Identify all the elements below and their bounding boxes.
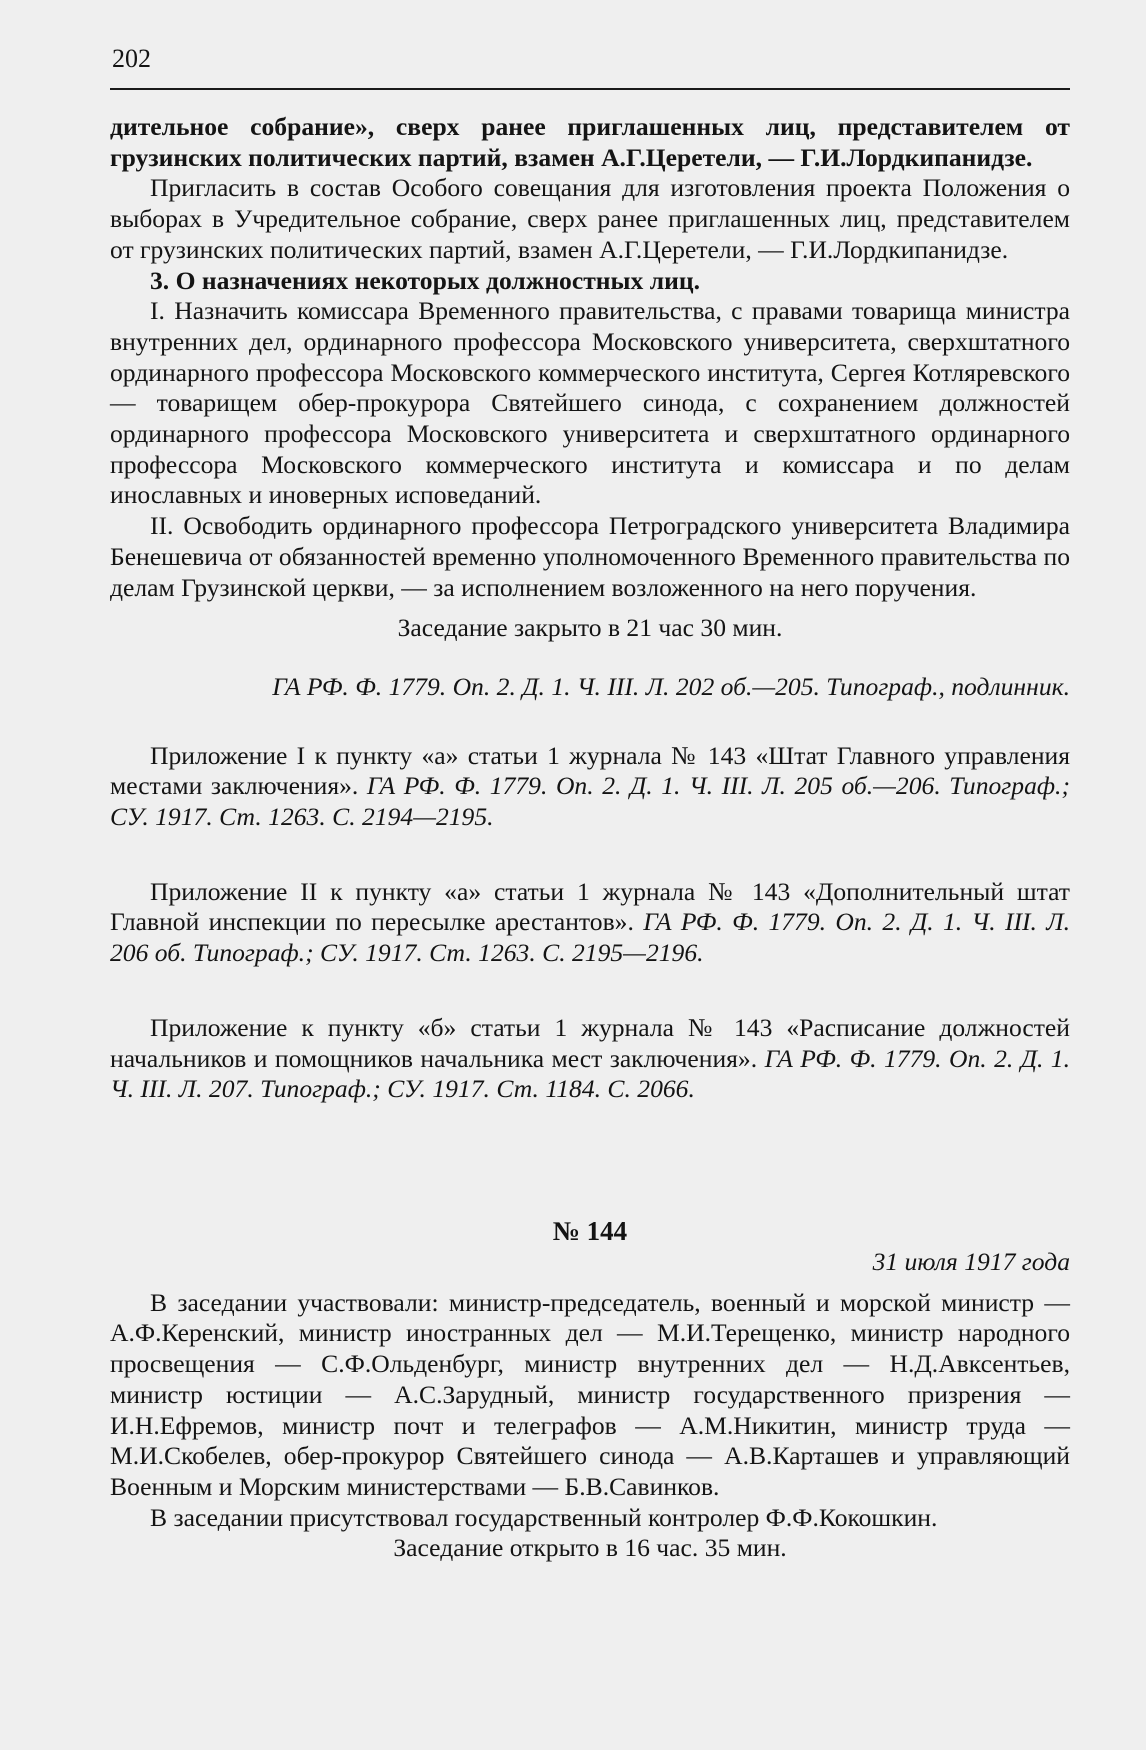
section-heading: 3. О назначениях некоторых должностных лиц.	[150, 265, 700, 295]
appendix-2	[110, 877, 1070, 969]
paragraph-release: II. Освободить ординарного профессора Петроградского университета Владимира Бенешевича от обязанностей временно уполномоченного Временного правительства по делам Грузинской церкви, — за исполнением возложенного на него поручения.	[110, 511, 1070, 602]
participants-paragraph: В заседании участвовали: министр-председатель, военный и морской министр — А.Ф.Керенский, министр иностранных дел — М.И.Терещенко, министр народного просвещения — С.Ф.Ольденбург, министр внутренних дел — Н.Д.Авксентьев, министр юстиции — А.С.Зарудный, министр государственного призрения — И.Н.Ефремов, министр почт и телеграфов — А.М.Никитин, министр труда — М.И.Скобелев, обер-прокурор Святейшего синода — А.В.Карташев и управляющий Военным и Морским министерствами — Б.В.Савинков.	[110, 1287, 1070, 1501]
session-closed: Заседание закрыто в 21 час 30 мин.	[397, 613, 783, 643]
appendix-1	[110, 741, 1070, 833]
document-number: № 144	[552, 1215, 628, 1246]
document-date: 31 июля 1917 года	[872, 1246, 1070, 1276]
appendix-3-text: Приложение к пункту «б» статьи 1 журнала № 143 «Расписание должностей начальников и помощников начальника мест заключения».	[110, 1012, 1070, 1073]
appendix-3-reference: ГА РФ. Ф. 1779. Оп. 2. Д. 1. Ч. III. Л. 207. Типограф.; СУ. 1917. Ст. 1184. С. 2066.	[110, 1043, 1070, 1104]
header-rule	[110, 88, 1070, 90]
appendix-1-text: Приложение I к пункту «а» статьи 1 журнала № 143 «Штат Главного управления местами заключения».	[110, 740, 1070, 801]
appendix-2-reference: ГА РФ. Ф. 1779. Оп. 2. Д. 1. Ч. III. Л. 206 об. Типограф.; СУ. 1917. Ст. 1263. С. 2195—2196.	[110, 907, 1070, 968]
session-opened: Заседание открыто в 16 час. 35 мин.	[393, 1533, 787, 1563]
appendix-2-text: Приложение II к пункту «а» статьи 1 журнала № 143 «Дополнительный штат Главной инспекции по пересылке арестантов».	[110, 876, 1070, 937]
paragraph-appointment: I. Назначить комиссара Временного правительства, с правами товарища министра внутренних дел, ординарного профессора Московского университета, сверхштатного ординарного профессора Московского коммерческого института, Сергея Котляревского — товарищем обер-прокурора Святейшего синода, с сохранением должностей ординарного профессора Московского университета и сверхштатного ординарного профессора Московского коммерческого института и комиссара и по делам инославных и иноверных исповеданий.	[110, 296, 1070, 510]
appendix-1-reference: ГА РФ. Ф. 1779. Оп. 2. Д. 1. Ч. III. Л. 205 об.—206. Типограф.; СУ. 1917. Ст. 1263. С. 2194—2195.	[110, 771, 1070, 832]
present-paragraph: В заседании присутствовал государственный контролер Ф.Ф.Кокошкин.	[150, 1502, 938, 1532]
page-number: 202	[112, 44, 151, 73]
archive-source: ГА РФ. Ф. 1779. Оп. 2. Д. 1. Ч. III. Л. 202 об.—205. Типограф., подлинник.	[272, 671, 1070, 701]
paragraph-invite: Пригласить в состав Особого совещания для изготовления проекта Положения о выборах в Учредительное собрание, сверх ранее приглашенных лиц, представителем от грузинских политических партий, взамен А.Г.Церетели, — Г.И.Лордкипанидзе.	[110, 173, 1070, 264]
page-content	[110, 112, 1070, 1564]
appendix-3	[110, 1013, 1070, 1105]
paragraph-continuation: дительное собрание», сверх ранее приглашенных лиц, представителем от грузинских политических партий, взамен А.Г.Церетели, — Г.И.Лордкипанидзе.	[110, 112, 1070, 172]
